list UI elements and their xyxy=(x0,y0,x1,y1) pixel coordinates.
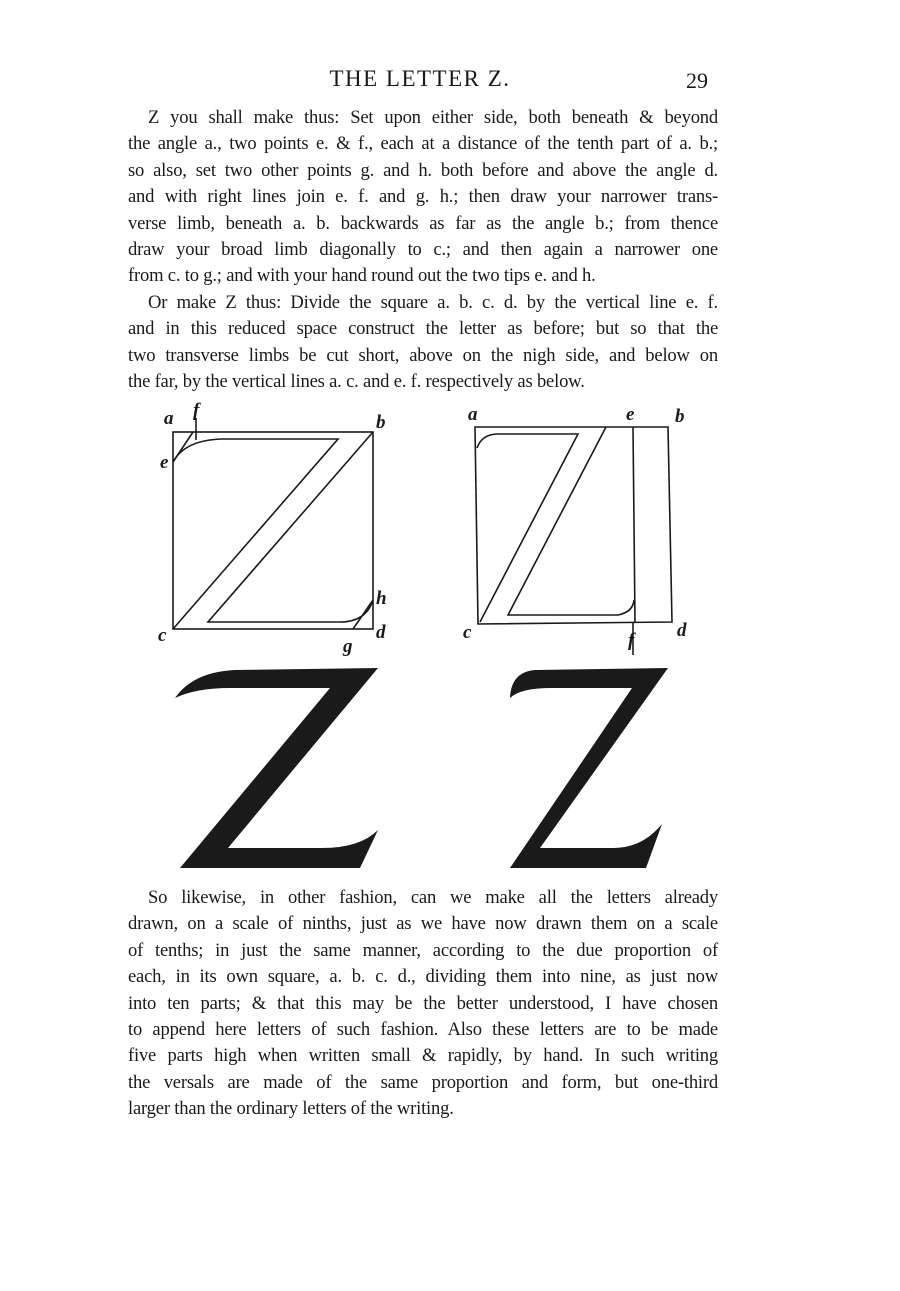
square-left xyxy=(173,432,373,629)
text-line: two transverse limbs be cut short, above on the nigh side, and below on xyxy=(128,344,718,366)
text-line: of tenths; in just the same manner, according to the due proportion of xyxy=(128,939,718,961)
label-c: c xyxy=(463,622,472,643)
label-a: a xyxy=(164,408,174,429)
z-outline-lower-left xyxy=(208,432,373,622)
text-line: verse limb, beneath a. b. backwards as far as the angle b.; from thence xyxy=(128,212,718,234)
label-d: d xyxy=(677,620,687,641)
label-b: b xyxy=(675,406,685,427)
text-line: larger than the ordinary letters of the writing. xyxy=(128,1098,454,1120)
label-b: b xyxy=(376,412,386,433)
text-line: Or make Z thus: Divide the square a. b. c. d. by the vertical line e. f. xyxy=(148,291,718,313)
letter-z-large-left xyxy=(175,668,378,868)
z-outline-lower-right xyxy=(508,427,634,615)
text-line: So likewise, in other fashion, can we make all the letters already xyxy=(148,887,718,908)
label-e: e xyxy=(626,404,635,425)
label-a: a xyxy=(468,404,478,425)
text-line: five parts high when written small & rapidly, by hand. In such writing xyxy=(128,1045,718,1067)
construction-right xyxy=(475,427,672,655)
text-line: and with right lines join e. f. and g. h.; then draw your narrower trans- xyxy=(128,186,718,208)
text-line: so also, set two other points g. and h. both before and above the angle d. xyxy=(128,159,718,181)
body-text-lower xyxy=(128,885,718,1123)
label-f: f xyxy=(193,400,200,421)
z-outline-upper-left xyxy=(173,439,338,629)
label-g: g xyxy=(343,636,353,657)
vertical-line-ef xyxy=(633,427,635,622)
text-line: the angle a., two points e. & f., each at a distance of the tenth part of a. b.; xyxy=(128,133,718,155)
square-right xyxy=(475,427,672,624)
label-h: h xyxy=(376,588,387,609)
construction-left xyxy=(173,418,373,668)
page-title: THE LETTER Z. xyxy=(329,66,511,91)
text-line: and in this reduced space construct the letter as before; but so that the xyxy=(128,318,718,340)
text-line: from c. to g.; and with your hand round out the two tips e. and h. xyxy=(128,265,596,287)
text-line: each, in its own square, a. b. c. d., dividing them into nine, as just now xyxy=(128,966,718,988)
label-c: c xyxy=(158,625,167,646)
text-line: the far, by the vertical lines a. c. and e. f. respectively as below. xyxy=(128,371,585,393)
label-e: e xyxy=(160,452,169,473)
label-f: f xyxy=(628,630,635,651)
text-line: drawn, on a scale of ninths, just as we have now drawn them on a scale xyxy=(128,913,718,935)
text-line: to append here letters of such fashion. Also these letters are to be made xyxy=(128,1019,718,1041)
text-line: into ten parts; & that this may be the better understood, I have chosen xyxy=(128,992,718,1014)
text-line: Z you shall make thus: Set upon either side, both beneath & beyond xyxy=(148,107,718,128)
page-number: 29 xyxy=(686,68,708,93)
z-outline-upper-right xyxy=(477,434,578,622)
letter-z-large-right xyxy=(510,668,668,868)
text-line: draw your broad limb diagonally to c.; and then again a narrower one xyxy=(128,239,718,261)
text-line: the versals are made of the same proportion and form, but one-third xyxy=(128,1071,718,1093)
label-d: d xyxy=(376,622,386,643)
